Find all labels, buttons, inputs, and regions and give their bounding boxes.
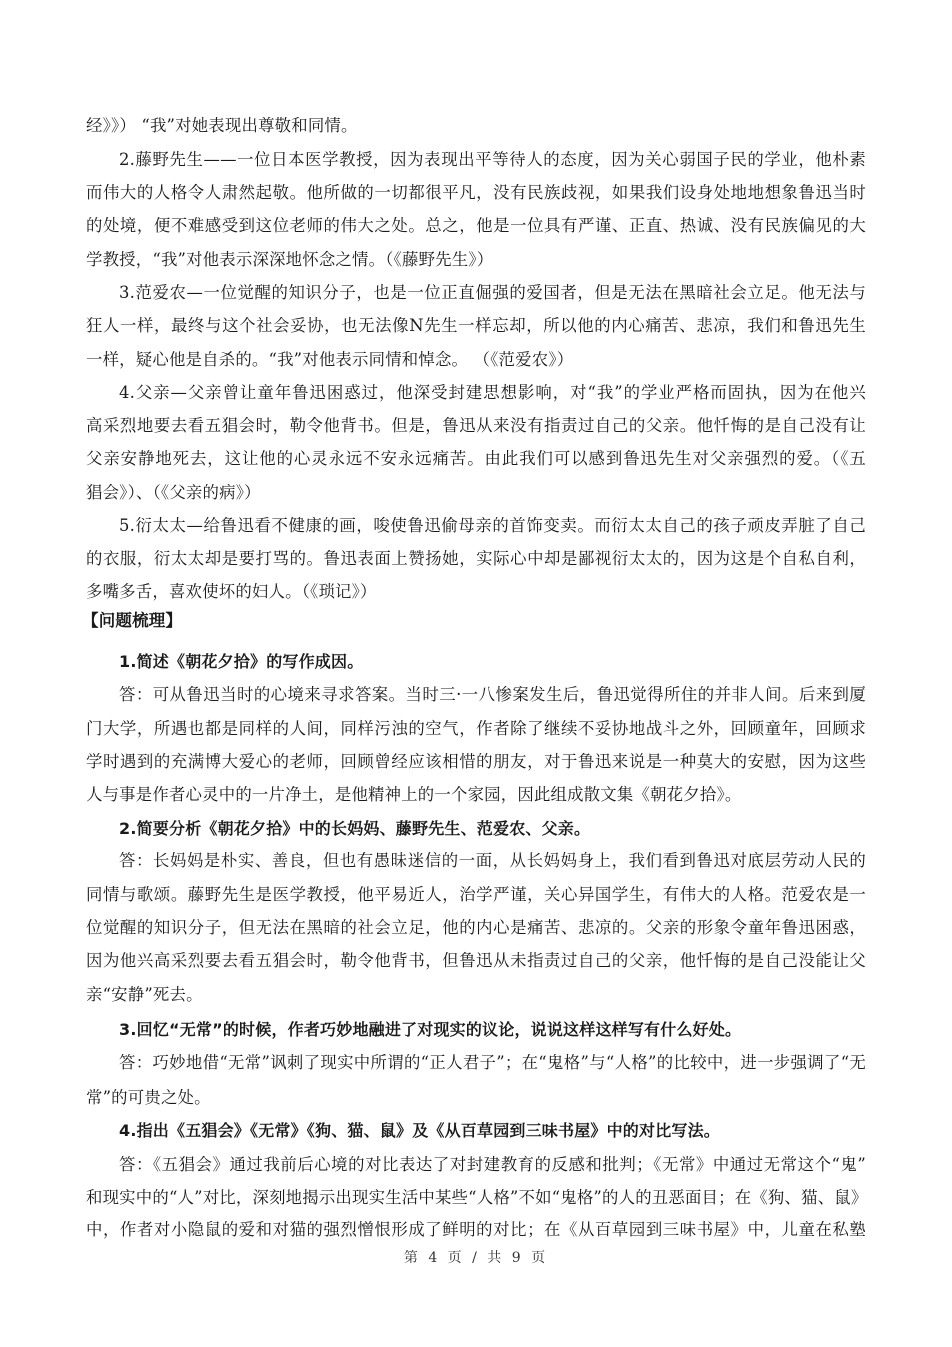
question-4: 4.指出《五猖会》《无常》《狗、猫、鼠》及《从百草园到三味书屋》中的对比写法。 — [119, 1121, 721, 1140]
text-line: 高采烈地要去看五猖会时，勒令他背书。但是，鲁迅从来没有指责过自己的父亲。他忏悔的是自己没有让 — [86, 416, 866, 435]
text-line: 亲“安静”死去。 — [86, 985, 203, 1004]
paragraph-father-start: 4.父亲—父亲曾让童年鲁迅困惑过，他深受封建思想影响，对“我”的学业严格而固执，因为在他兴 — [119, 383, 866, 402]
text-line: 门大学，所遇也都是同样的人间，同样污浊的空气，作者除了继续不妥协地战斗之外，回顾童年，回顾求 — [86, 719, 866, 738]
question-2: 2.简要分析《朝花夕拾》中的长妈妈、藤野先生、范爱农、父亲。 — [119, 819, 591, 838]
text-line: 和现实中的“人”对比，深刻地揭示出现实生活中某些“人格”不如“鬼格”的人的丑恶面目；在《狗、猫、鼠》 — [86, 1188, 868, 1207]
page-footer: 第 4 页 / 共 9 页 — [403, 1250, 549, 1266]
text-line: 学教授，“我”对他表示深深地怀念之情。（《藤野先生》） — [86, 250, 494, 269]
text-line: 的处境，便不难感受到这位老师的伟大之处。总之，他是一位具有严谨、正直、热诚、没有民族偏见的大 — [86, 216, 866, 235]
question-3: 3.回忆“无常”的时候，作者巧妙地融进了对现实的议论，说说这样这样写有什么好处。 — [119, 1020, 742, 1039]
section-heading: 【问题梳理】 — [82, 611, 183, 630]
text-line: 常”的可贵之处。 — [86, 1088, 211, 1107]
text-line: 经》》） “我”对她表现出尊敬和同情。 — [86, 116, 358, 135]
answer-4-start: 答：《五猖会》通过我前后心境的对比表达了对封建教育的反感和批判；《无常》中通过无常这个“鬼” — [119, 1155, 866, 1174]
question-1: 1.简述《朝花夕拾》的写作成因。 — [119, 652, 364, 671]
text-line: 中，作者对小隐鼠的爱和对猫的强烈憎恨形成了鲜明的对比；在《从百草园到三味书屋》中，儿童在私塾 — [86, 1220, 866, 1239]
answer-1-start: 答：可从鲁迅当时的心境来寻求答案。当时三·一八惨案发生后，鲁迅觉得所住的并非人间。后来到厦 — [119, 685, 866, 704]
paragraph-yantaitai-start: 5.衍太太—给鲁迅看不健康的画，唆使鲁迅偷母亲的首饰变卖。而衍太太自己的孩子顽皮弄脏了自己 — [119, 516, 866, 535]
text-line: 同情与歌颂。藤野先生是医学教授，他平易近人，治学严谨，关心异国学生，有伟大的人格。范爱农是一 — [86, 885, 866, 904]
text-line: 狂人一样，最终与这个社会妥协，也无法像N先生一样忘却，所以他的内心痛苦、悲凉，我们和鲁迅先生 — [86, 316, 866, 335]
text-line: 猖会》）、（《父亲的病》） — [86, 483, 261, 502]
text-line: 而伟大的人格令人肃然起敬。他所做的一切都很平凡，没有民族歧视，如果我们设身处地地想象鲁迅当时 — [86, 183, 866, 202]
answer-3-start: 答：巧妙地借“无常”讽刺了现实中所谓的“正人君子”；在“鬼格”与“人格”的比较中，进一步强调了“无 — [119, 1053, 866, 1072]
text-line: 学时遇到的充满博大爱心的老师，回顾曾经应该相惜的朋友，对于鲁迅来说是一种莫大的安慰，因为这些 — [86, 752, 866, 771]
paragraph-tengye-start: 2.藤野先生——一位日本医学教授，因为表现出平等待人的态度，因为关心弱国子民的学业，他朴素 — [119, 150, 866, 169]
text-line: 的衣服，衍太太却是要打骂的。鲁迅表面上赞扬她，实际心中却是鄙视衍太太的，因为这是个自私自利， — [86, 549, 866, 568]
text-line: 因为他兴高采烈要去看五猖会时，勒令他背书，但鲁迅从未指责过自己的父亲，他忏悔的是自己没能让父 — [86, 951, 866, 970]
text-line: 位觉醒的知识分子，但无法在黑暗的社会立足，他的内心是痛苦、悲凉的。父亲的形象令童年鲁迅困惑， — [86, 918, 866, 937]
text-line: 多嘴多舌，喜欢使坏的妇人。（《琐记》） — [86, 582, 377, 601]
answer-2-start: 答：长妈妈是朴实、善良，但也有愚昧迷信的一面，从长妈妈身上，我们看到鲁迅对底层劳动人民的 — [119, 851, 866, 870]
text-line: 父亲安静地死去，这让他的心灵永远不安永远痛苦。由此我们可以感到鲁迅先生对父亲强烈的爱。（《五 — [86, 449, 866, 468]
text-line: 一样，疑心他是自杀的。“我”对他表示同情和悼念。 （《范爱农》） — [86, 350, 574, 369]
paragraph-fanainong-start: 3.范爱农—一位觉醒的知识分子，也是一位正直倔强的爱国者，但是无法在黑暗社会立足。他无法与 — [119, 283, 866, 302]
text-line: 人与事是作者心灵中的一片净土，是他精神上的一个家园，因此组成散文集《朝花夕拾》。 — [86, 785, 742, 804]
